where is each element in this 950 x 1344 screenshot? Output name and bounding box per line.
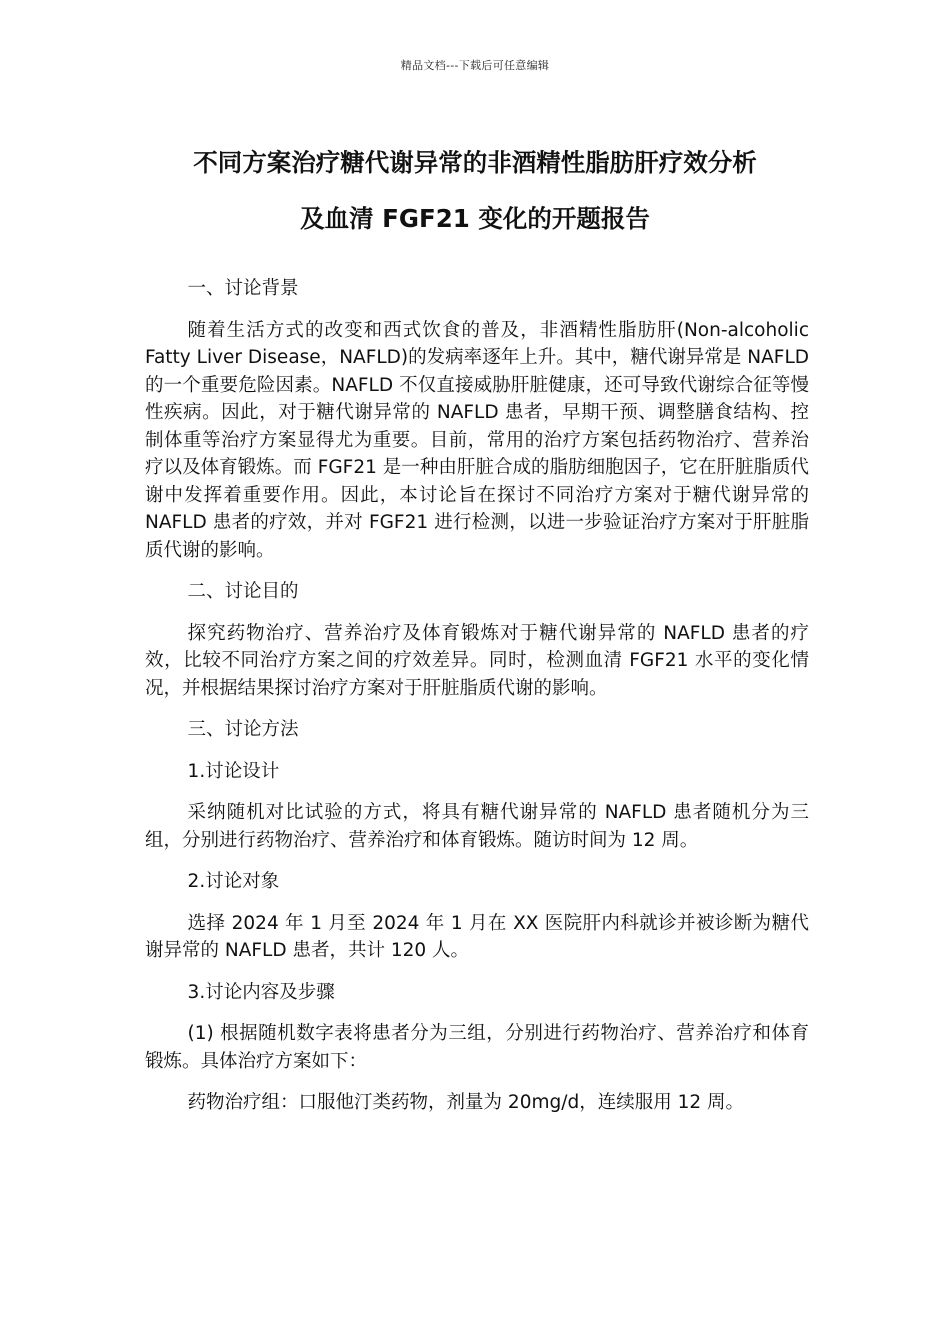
paragraph-content-steps: (1) 根据随机数字表将患者分为三组，分别进行药物治疗、营养治疗和体育锻炼。具体治疗方案如下： [145,1023,809,1072]
section-heading-background: 一、讨论背景 [187,278,299,299]
document-body [145,275,809,1131]
subheading-subjects: 2.讨论对象 [187,871,280,892]
document-title [100,135,850,247]
paragraph-drug-group: 药物治疗组：口服他汀类药物，剂量为 20mg/d，连续服用 12 周。 [187,1092,745,1113]
section-heading-purpose: 二、讨论目的 [187,581,299,602]
title-line-1: 不同方案治疗糖代谢异常的非酒精性脂肪肝疗效分析 [193,148,757,177]
subheading-content-steps: 3.讨论内容及步骤 [187,981,335,1003]
section-heading-methods: 三、讨论方法 [187,719,299,740]
paragraph-subjects: 选择 2024 年 1 月至 2024 年 1 月在 XX 医院肝内科就诊并被诊断为糖代谢异常的 NAFLD 患者，共计 120 人。 [145,912,809,961]
paragraph-background: 随着生活方式的改变和西式饮食的普及，非酒精性脂肪肝(Non-alcoholic Fatty Liver Disease，NAFLD)的发病率逐年上升。其中，糖代谢异常是 NAFLD 的一个重要危险因素。NAFLD 不仅直接威胁肝脏健康，还可导致代谢综合征等慢性疾病。因此，对于糖代谢异常的 NAFLD 患者，早期干预、调整膳食结构、控制体重等治疗方案显得尤为重要。目前，常用的治疗方案包括药物治疗、营养治疗以及体育锻炼。而 FGF21 是一种由肝脏合成的脂肪细胞因子，它在肝脏脂质代谢中发挥着重要作用。因此，本讨论旨在探讨不同治疗方案对于糖代谢异常的 NAFLD 患者的疗效，并对 FGF21 进行检测，以进一步验证治疗方案对于肝脏脂质代谢的影响。 [145,319,809,561]
title-line-2: 及血清 FGF21 变化的开题报告 [300,204,650,233]
subheading-design: 1.讨论设计 [187,760,280,782]
paragraph-design: 采纳随机对比试验的方式，将具有糖代谢异常的 NAFLD 患者随机分为三组，分别进行药物治疗、营养治疗和体育锻炼。随访时间为 12 周。 [145,802,809,851]
paragraph-purpose: 探究药物治疗、营养治疗及体育锻炼对于糖代谢异常的 NAFLD 患者的疗效，比较不同治疗方案之间的疗效差异。同时，检测血清 FGF21 水平的变化情况，并根据结果探讨治疗方案对于肝脏脂质代谢的影响。 [145,622,809,699]
page-header: 精品文档---下载后可任意编辑 [400,59,550,72]
